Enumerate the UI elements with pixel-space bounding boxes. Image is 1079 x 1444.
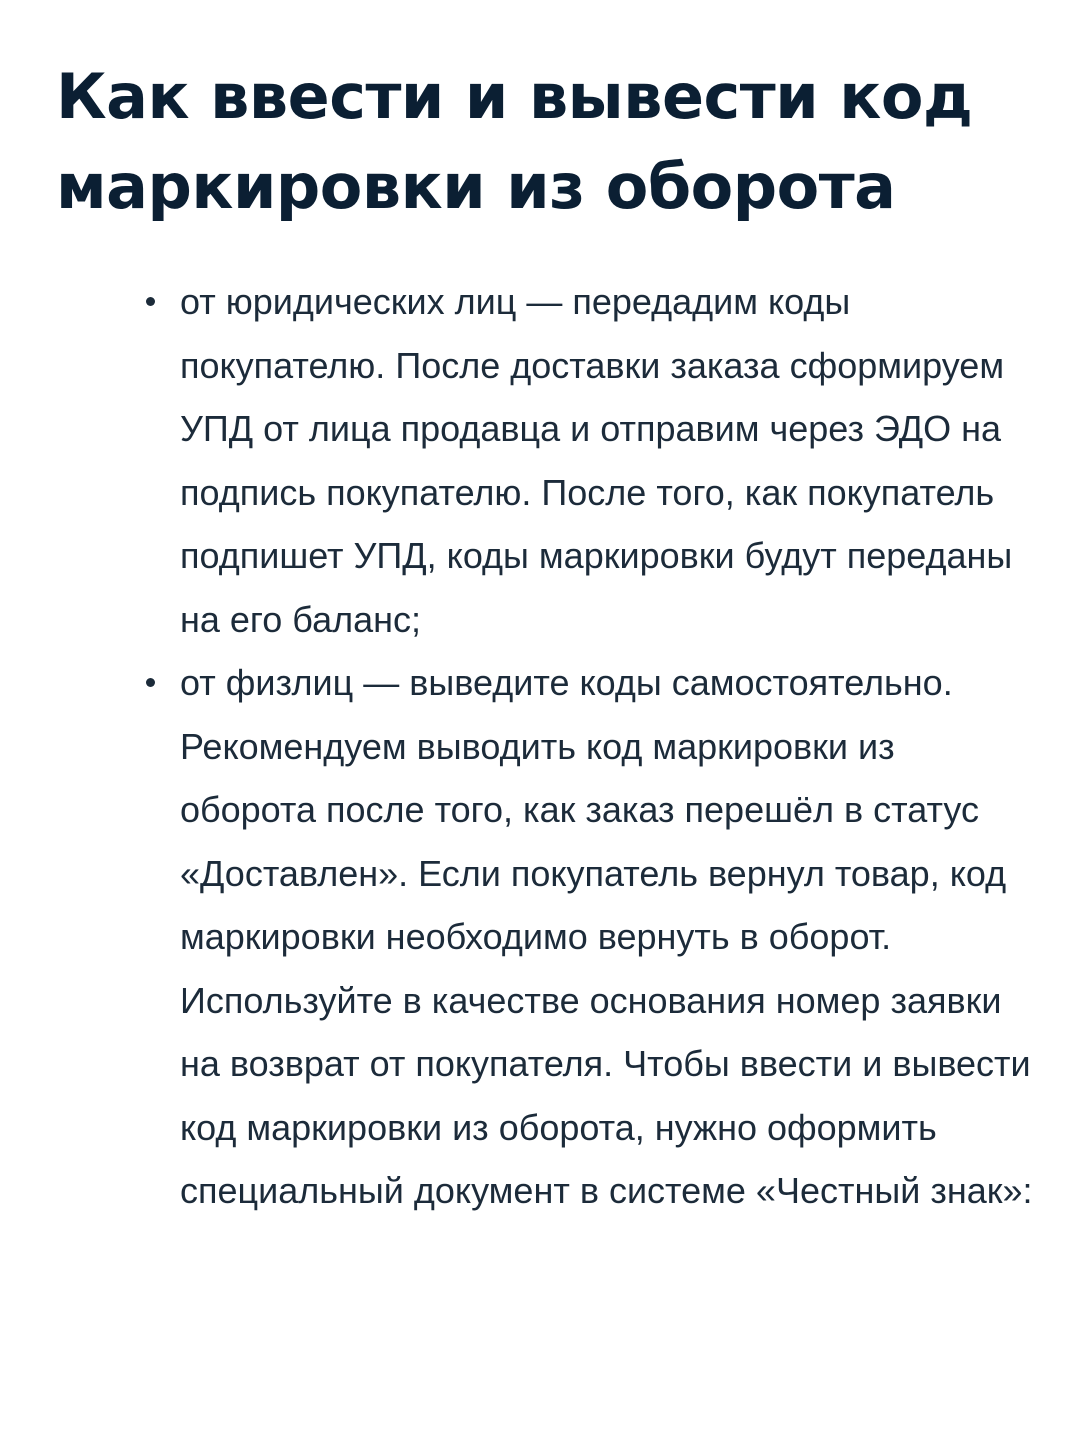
- bullet-list: [180, 270, 1040, 1223]
- bullet-dot-icon: [146, 678, 155, 687]
- list-item: [180, 270, 1040, 651]
- list-item: [180, 651, 1040, 1223]
- list-item-text: от физлиц — выведите коды самостоятельно. Рекомендуем выводить код маркировки из оборота после того, как заказ перешёл в статус «Доставлен». Если покупатель вернул товар, код маркировки необходимо вернуть в оборот. Используйте в качестве основания номер заявки на возврат от покупателя. Чтобы ввести и вывести код маркировки из оборота, нужно оформить специальный документ в системе «Честный знак»:: [180, 662, 1033, 1211]
- list-item-text: от юридических лиц — передадим коды покупателю. После доставки заказа сформируем УПД от лица продавца и отправим через ЭДО на подпись покупателю. После того, как покупатель подпишет УПД, коды маркировки будут переданы на его баланс;: [180, 281, 1013, 640]
- bullet-dot-icon: [146, 297, 155, 306]
- page-title: Как ввести и вывести код маркировки из оборота: [56, 60, 973, 223]
